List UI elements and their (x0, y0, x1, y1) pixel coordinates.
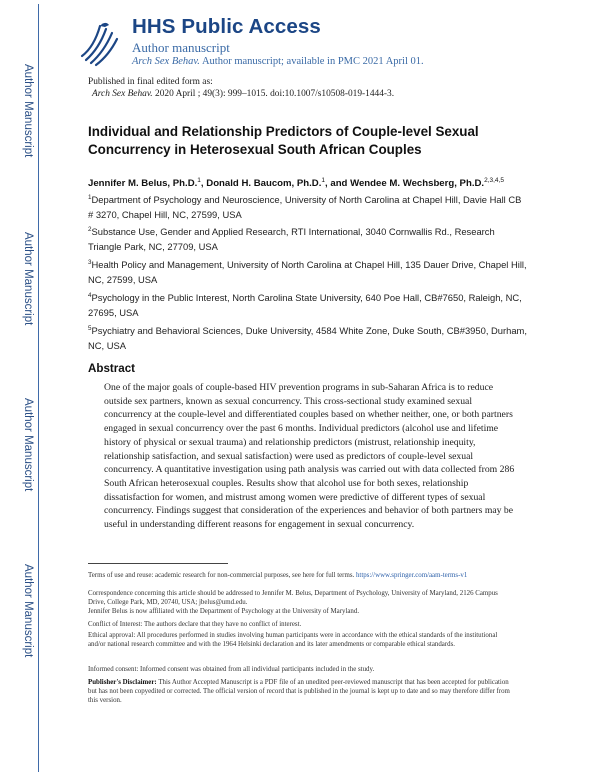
footnote-conflict: Conflict of Interest: The authors declare that they have no conflict of interest. (88, 621, 302, 628)
citation-line (88, 88, 394, 100)
author-affiliation-ref: 1 (197, 177, 201, 184)
footnote-disclaimer (88, 679, 516, 706)
affiliation (88, 289, 528, 320)
affiliation-text: Department of Psychology and Neuroscience, University of North Carolina at Chapel Hill, Davie Hall CB # 3270, Chapel Hill, NC, 27599, USA (88, 194, 522, 220)
hhs-public-access-title: HHS Public Access (132, 15, 321, 38)
affiliation-number: 5 (88, 325, 92, 332)
affiliation-number: 1 (88, 194, 92, 201)
footnote-consent: Informed consent: Informed consent was obtained from all individual participants included in the study. (88, 666, 375, 673)
affiliation (88, 191, 528, 222)
author-list: Jennifer M. Belus, Ph.D.$^1$, Donald H. Baucom, Ph.D.$^1$, and Wendee M. Wechsberg, Ph.D.$^{2,3,4,5}$ (88, 177, 504, 190)
affiliation-text: Health Policy and Management, University of North Carolina at Chapel Hill, 135 Dauer Drive, Chapel Hill, NC, 27599, USA (88, 259, 527, 285)
publication-label: Published in final edited form as: (88, 77, 213, 87)
side-label-author-manuscript: Author Manuscript (22, 64, 34, 158)
author-manuscript-subtitle: Author manuscript (132, 40, 230, 55)
footnote-affiliation-note: Jennifer Belus is now affiliated with the Department of Psychology at the University of Maryland. (88, 608, 360, 615)
journal-name: Arch Sex Behav. (132, 56, 200, 67)
affiliation (88, 322, 528, 353)
author-name: Donald H. Baucom, Ph.D. (206, 178, 322, 190)
journal-availability (132, 56, 424, 67)
affiliation-text: Psychiatry and Behavioral Sciences, Duke University, 4584 White Zone, Duke South, CB#3950, Durham, NC, USA (88, 325, 527, 351)
terms-link[interactable]: https://www.springer.com/aam-terms-v1 (355, 572, 468, 579)
footnote-terms (88, 572, 516, 581)
margin-rule (38, 4, 39, 772)
terms-text: Terms of use and reuse: academic research for non-commercial purposes, see here for full terms. (88, 572, 356, 579)
footnote-correspondence: Correspondence concerning this article should be addressed to Jennifer M. Belus, Department of Psychology, University of Maryland, 2126 Campus Drive, College Park, MD, 20740, USA; jbelus@umd.edu. (88, 590, 498, 606)
author-name: Jennifer M. Belus, Ph.D. (88, 178, 198, 190)
abstract-body: One of the major goals of couple-based HIV prevention programs in sub-Saharan Africa is to reduce outside sex partners, known as sexual concurrency. This cross-sectional study examined sexual concurrency at the couple-level and differentiated couples based on whether neither, one, or both partners engaged in sexual concurrency over the past 6 months. Individual predictors (alcohol use and lifetime history of physical or sexual trauma) and relationship predictors (mistrust, relationship inequity, relationship satisfaction, and sexual satisfaction) were used as predictors of couple-level sexual concurrency. A quantitative investigation using path analysis was carried out with data collected from 286 South African heterosexual couples. Results show that alcohol use for both sexes, relationship dissatisfaction for women, and mistrust among women were predictive of different types of sexual concurrency. Findings suggest that consideration of the experiences and behavior of both partners may be useful in understanding different reasons for engagement in sexual concurrency. (104, 382, 515, 531)
affiliation-text: Psychology in the Public Interest, North Carolina State University, 640 Poe Hall, CB#7650, Raleigh, NC, 27695, USA (88, 292, 522, 318)
side-label-author-manuscript: Author Manuscript (22, 232, 34, 326)
hhs-eagle-logo (76, 16, 122, 68)
affiliation-number: 3 (88, 259, 92, 266)
author-name: Wendee M. Wechsberg, Ph.D. (350, 178, 485, 190)
affiliation-text: Substance Use, Gender and Applied Research, RTI International, 3040 Cornwallis Rd., Research Triangle Park, NC, 27709, USA (88, 226, 495, 252)
side-label-author-manuscript: Author Manuscript (22, 564, 34, 658)
affiliation-number: 2 (88, 226, 92, 233)
abstract-heading: Abstract (88, 362, 136, 375)
footnote-divider (88, 563, 228, 564)
affiliation (88, 256, 528, 287)
citation-journal: Arch Sex Behav. (92, 89, 153, 99)
availability-text: Author manuscript; available in PMC 2021 April 01. (199, 56, 424, 67)
disclaimer-text: This Author Accepted Manuscript is a PDF file of an unedited peer-reviewed manuscript that has been accepted for publication but has not been copyedited or corrected. The official version of record that is published in the journal is kept up to date and so may therefore differ from this version. (88, 679, 510, 704)
disclaimer-label: Publisher's Disclaimer: (88, 679, 157, 686)
affiliation (88, 223, 528, 254)
publication-info (88, 76, 394, 100)
citation-details: 2020 April ; 49(3): 999–1015. doi:10.1007/s10508-019-1444-3. (152, 89, 395, 99)
affiliation-number: 4 (88, 292, 92, 299)
author-affiliation-ref: 1 (321, 177, 326, 184)
paper-title: Individual and Relationship Predictors of Couple-level Sexual Concurrency in Heterosexual South African Couples (88, 124, 479, 157)
author-affiliation-ref: 2,3,4,5 (484, 177, 504, 184)
side-label-author-manuscript: Author Manuscript (22, 398, 34, 492)
footnote-ethical: Ethical approval: All procedures performed in studies involving human participants were in accordance with the ethical standards of the institutional and/or national research committee and with the 1964 Helsinki declaration and its later amendments or comparable ethical standards. (88, 632, 498, 648)
